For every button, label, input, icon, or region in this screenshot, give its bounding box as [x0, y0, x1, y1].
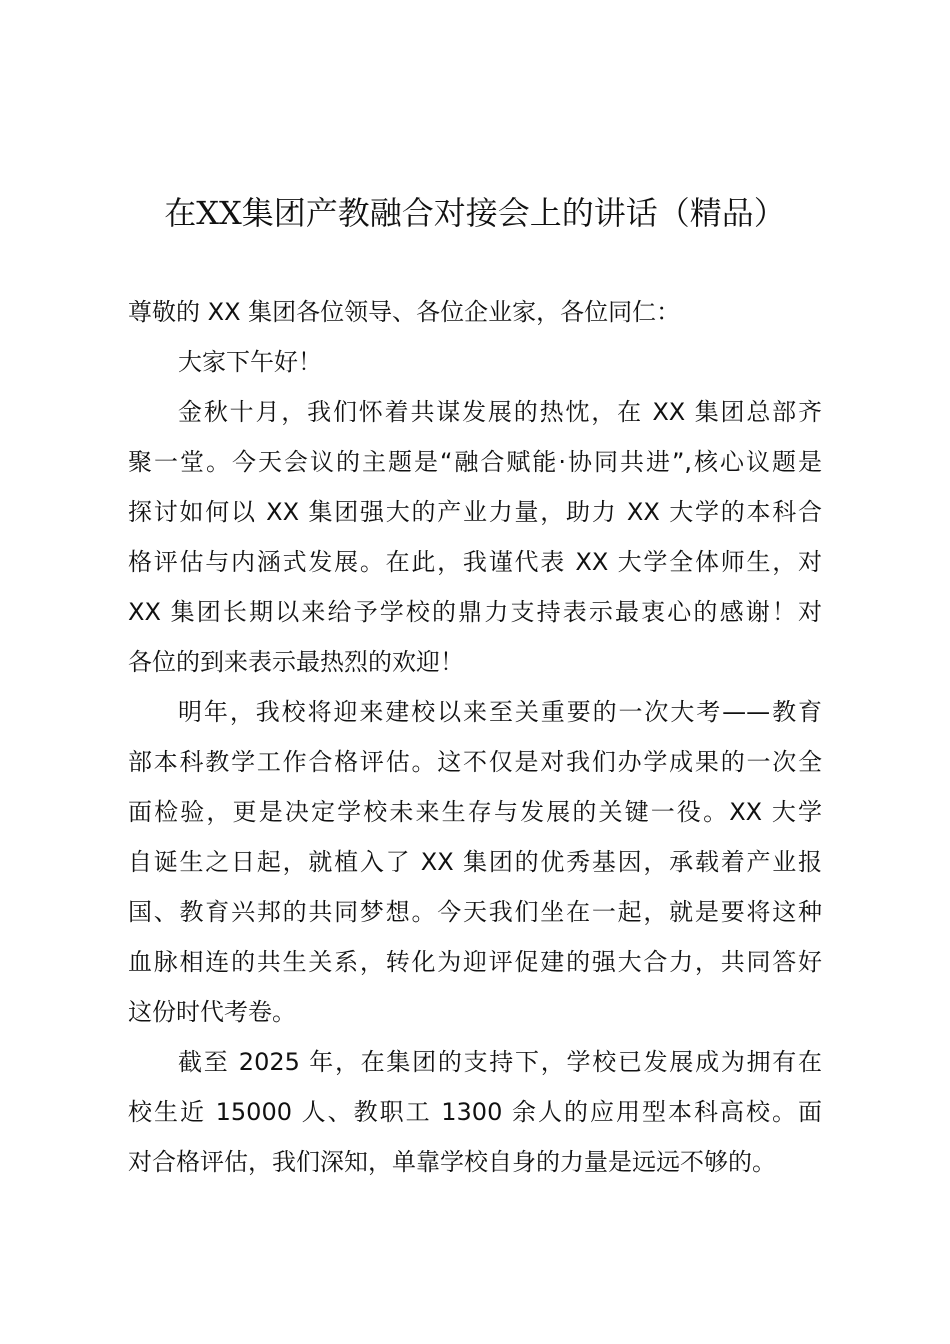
text-line: XX 集团长期以来给予学校的鼎力支持表示最衷心的感谢！对 — [128, 598, 822, 626]
text-line: 金秋十月，我们怀着共谋发展的热忱，在 XX 集团总部齐 — [178, 398, 822, 426]
text-line: 截至 2025 年，在集团的支持下，学校已发展成为拥有在 — [178, 1048, 822, 1076]
text-line: 对合格评估，我们深知，单靠学校自身的力量是远远不够的。 — [128, 1148, 776, 1176]
text-line: 这份时代考卷。 — [128, 998, 296, 1026]
document-title: 在XX集团产教融合对接会上的讲话（精品） — [164, 194, 786, 232]
document-body — [128, 287, 822, 1187]
text-line: 国、教育兴邦的共同梦想。今天我们坐在一起，就是要将这种 — [128, 898, 822, 926]
text-line: 聚一堂。今天会议的主题是“融合赋能·协同共进”,核心议题是 — [128, 448, 822, 476]
text-line: 格评估与内涵式发展。在此，我谨代表 XX 大学全体师生，对 — [128, 548, 822, 576]
text-line: 血脉相连的共生关系，转化为迎评促建的强大合力，共同答好 — [128, 948, 822, 976]
salutation: 尊敬的 XX 集团各位领导、各位企业家，各位同仁： — [128, 298, 681, 326]
text-line: 探讨如何以 XX 集团强大的产业力量，助力 XX 大学的本科合 — [128, 498, 822, 526]
text-line: 各位的到来表示最热烈的欢迎！ — [128, 648, 464, 676]
paragraph-evaluation — [128, 687, 822, 1037]
text-line: 面检验，更是决定学校未来生存与发展的关键一役。XX 大学 — [128, 798, 822, 826]
text-line: 部本科教学工作合格评估。这不仅是对我们办学成果的一次全 — [128, 748, 822, 776]
text-line: 校生近 15000 人、教职工 1300 余人的应用型本科高校。面 — [128, 1098, 822, 1126]
text-line: 自诞生之日起，就植入了 XX 集团的优秀基因，承载着产业报 — [128, 848, 822, 876]
greeting: 大家下午好！ — [178, 348, 322, 376]
text-line: 明年，我校将迎来建校以来至关重要的一次大考——教育 — [178, 698, 822, 726]
paragraph-welcome — [128, 387, 822, 687]
paragraph-status — [128, 1037, 822, 1187]
